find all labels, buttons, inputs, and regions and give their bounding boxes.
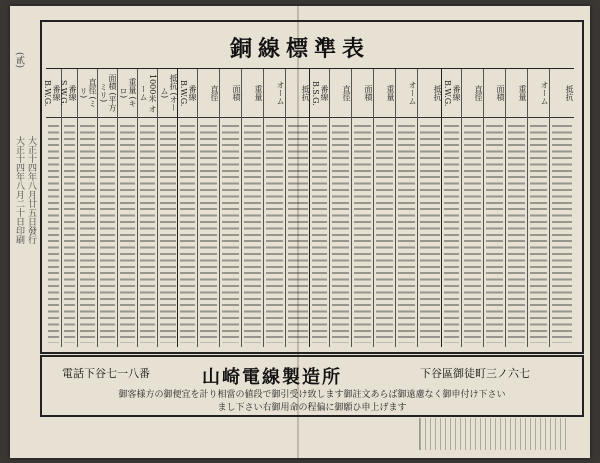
table-column: 抵抗 (オーム) [158, 69, 178, 347]
phone-number: 電話下谷七一八番 [62, 367, 150, 380]
table-column: 番線 B.W.G. [178, 69, 198, 347]
table-column: 直徑 [198, 69, 220, 347]
table-column: 面積 [352, 69, 374, 347]
table-column: 重量 [242, 69, 264, 347]
table-column: オーム [528, 69, 550, 347]
publish-date: 大正十四年八月廿五日發行 [26, 136, 36, 244]
table-column: 番線 B.W.G. [46, 69, 62, 347]
table-column: 面積 [220, 69, 242, 347]
company-address: 下谷區御徒町三ノ六七 [420, 367, 530, 380]
wire-table [43, 68, 574, 347]
table-column: 面積 (平方ミリ) [98, 69, 118, 347]
table-column: 番線 B.W.G. [442, 69, 462, 347]
publisher-notice [419, 418, 570, 450]
table-group-2 [178, 69, 310, 347]
advertisement-box [40, 355, 584, 417]
page-title: 銅線標準表 [229, 36, 370, 62]
table-column: オーム [396, 69, 418, 347]
table-column: 重量 (キロ) [118, 69, 138, 347]
table-group-1 [43, 69, 178, 347]
table-column: 直徑 [330, 69, 352, 347]
print-date: 大正十四年八月二十日印刷 [14, 136, 24, 244]
table-group-3 [310, 69, 442, 347]
table-column: 番線 B.S.G. [310, 69, 330, 347]
table-group-4 [442, 69, 574, 347]
table-column: 抵抗 [418, 69, 442, 347]
left-margin-label: (貳) [14, 52, 24, 69]
footer [40, 418, 580, 452]
table-column: 直徑 (ミリ) [78, 69, 98, 347]
advertisement-note: 御客様方の御便宜を計り相當の値段で御引受け致します御註文あらば御遠慮なく御申付け下さい [118, 390, 506, 400]
advertisement-note: まし下さい右御用命の程偏に御願ひ申上げます [217, 403, 407, 413]
table-column: 抵抗 [550, 69, 574, 347]
company-name: 山崎電線製造所 [202, 367, 342, 388]
table-column: 1000米 オーム [138, 69, 158, 347]
table-column: 重量 [374, 69, 396, 347]
table-column: 番線 S.W.G. [62, 69, 78, 347]
table-column: オーム [264, 69, 286, 347]
table-column: 重量 [506, 69, 528, 347]
document-sheet [10, 6, 590, 458]
table-column: 抵抗 [286, 69, 310, 347]
table-column: 面積 [484, 69, 506, 347]
table-column: 直徑 [462, 69, 484, 347]
